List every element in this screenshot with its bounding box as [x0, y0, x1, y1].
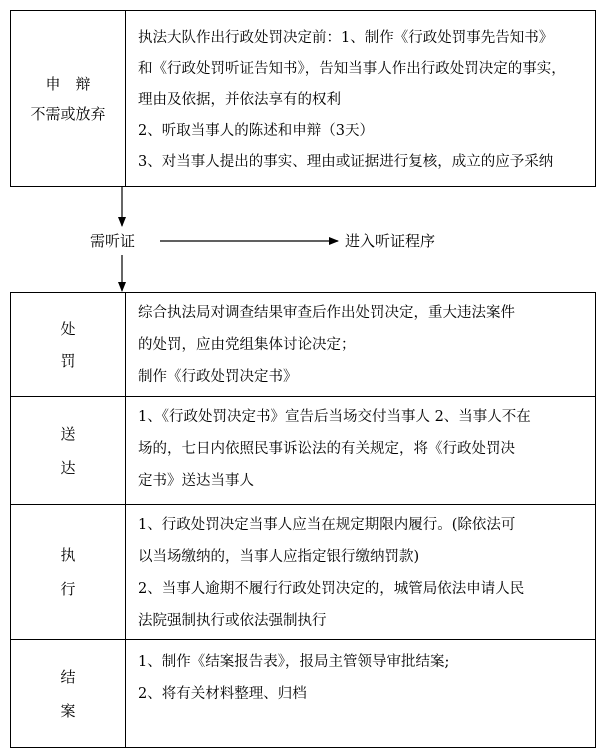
hearing-result: 进入听证程序: [345, 232, 436, 250]
defense-line-1: 执法大队作出行政处罚决定前：1、制作《行政处罚事先告知书》: [138, 30, 554, 46]
step-label-char: 案: [60, 701, 76, 720]
step-line: 综合执法局对调查结果审查后作出处罚决定，重大违法案件: [138, 305, 515, 321]
step-content-service: [126, 397, 595, 504]
step-row-closing: [11, 639, 595, 747]
step-line: 的处罚，应由党组集体讨论决定；: [138, 337, 356, 353]
defense-label-line-1: 申 辩: [45, 74, 91, 93]
step-line: 法院强制执行或依法强制执行: [138, 613, 327, 629]
step-label-char: 结: [60, 667, 76, 686]
defense-line-2: 和《行政处罚听证告知书》，告知当事人作出行政处罚决定的事实，: [138, 61, 566, 77]
step-label-char: 执: [60, 546, 76, 564]
step-label-char: 送: [60, 424, 76, 443]
step-row-execution: [11, 504, 595, 639]
step-row-service: [11, 396, 595, 504]
defense-label-line-2: 不需或放弃: [30, 104, 106, 123]
step-label-char: 罚: [60, 351, 76, 370]
step-line: 2、将有关材料整理、归档: [138, 686, 307, 702]
step-line: 1、行政处罚决定当事人应当在规定期限内履行。(除依法可: [138, 517, 516, 533]
defense-line-5: 3、对当事人提出的事实、理由或证据进行复核，成立的应予采纳: [138, 154, 554, 170]
step-content-closing: [126, 640, 595, 747]
step-row-penalty: [11, 293, 595, 396]
step-label-execution: [11, 505, 126, 639]
step-label-char: 达: [60, 458, 76, 477]
step-line: 定书》送达当事人: [138, 473, 254, 489]
step-content-penalty: [126, 293, 595, 396]
step-content-execution: [126, 505, 595, 639]
step-line: 2、当事人逾期不履行行政处罚决定的，城管局依法申请人民: [138, 581, 525, 597]
step-line: 1、制作《结案报告表》，报局主管领导审批结案;: [138, 654, 450, 670]
step-label-char: 处: [60, 319, 76, 338]
step-label-char: 行: [60, 580, 76, 598]
hearing-condition: 需听证: [90, 232, 136, 250]
procedure-table: [10, 292, 596, 748]
step-label-penalty: [11, 293, 126, 396]
step-line: 1、《行政处罚决定书》宣告后当场交付当事人 2、当事人不在: [138, 409, 531, 425]
step-line: 以当场缴纳的，当事人应指定银行缴纳罚款): [138, 549, 420, 565]
defense-line-4: 2、听取当事人的陈述和申辩（3天）: [138, 123, 374, 139]
step-line: 场的，七日内依照民事诉讼法的有关规定，将《行政处罚决: [138, 441, 515, 457]
step-line: 制作《行政处罚决定书》: [138, 369, 298, 385]
step-label-closing: [11, 640, 126, 747]
defense-line-3: 理由及依据，并依法享有的权利: [138, 92, 341, 108]
step-label-service: [11, 397, 126, 504]
